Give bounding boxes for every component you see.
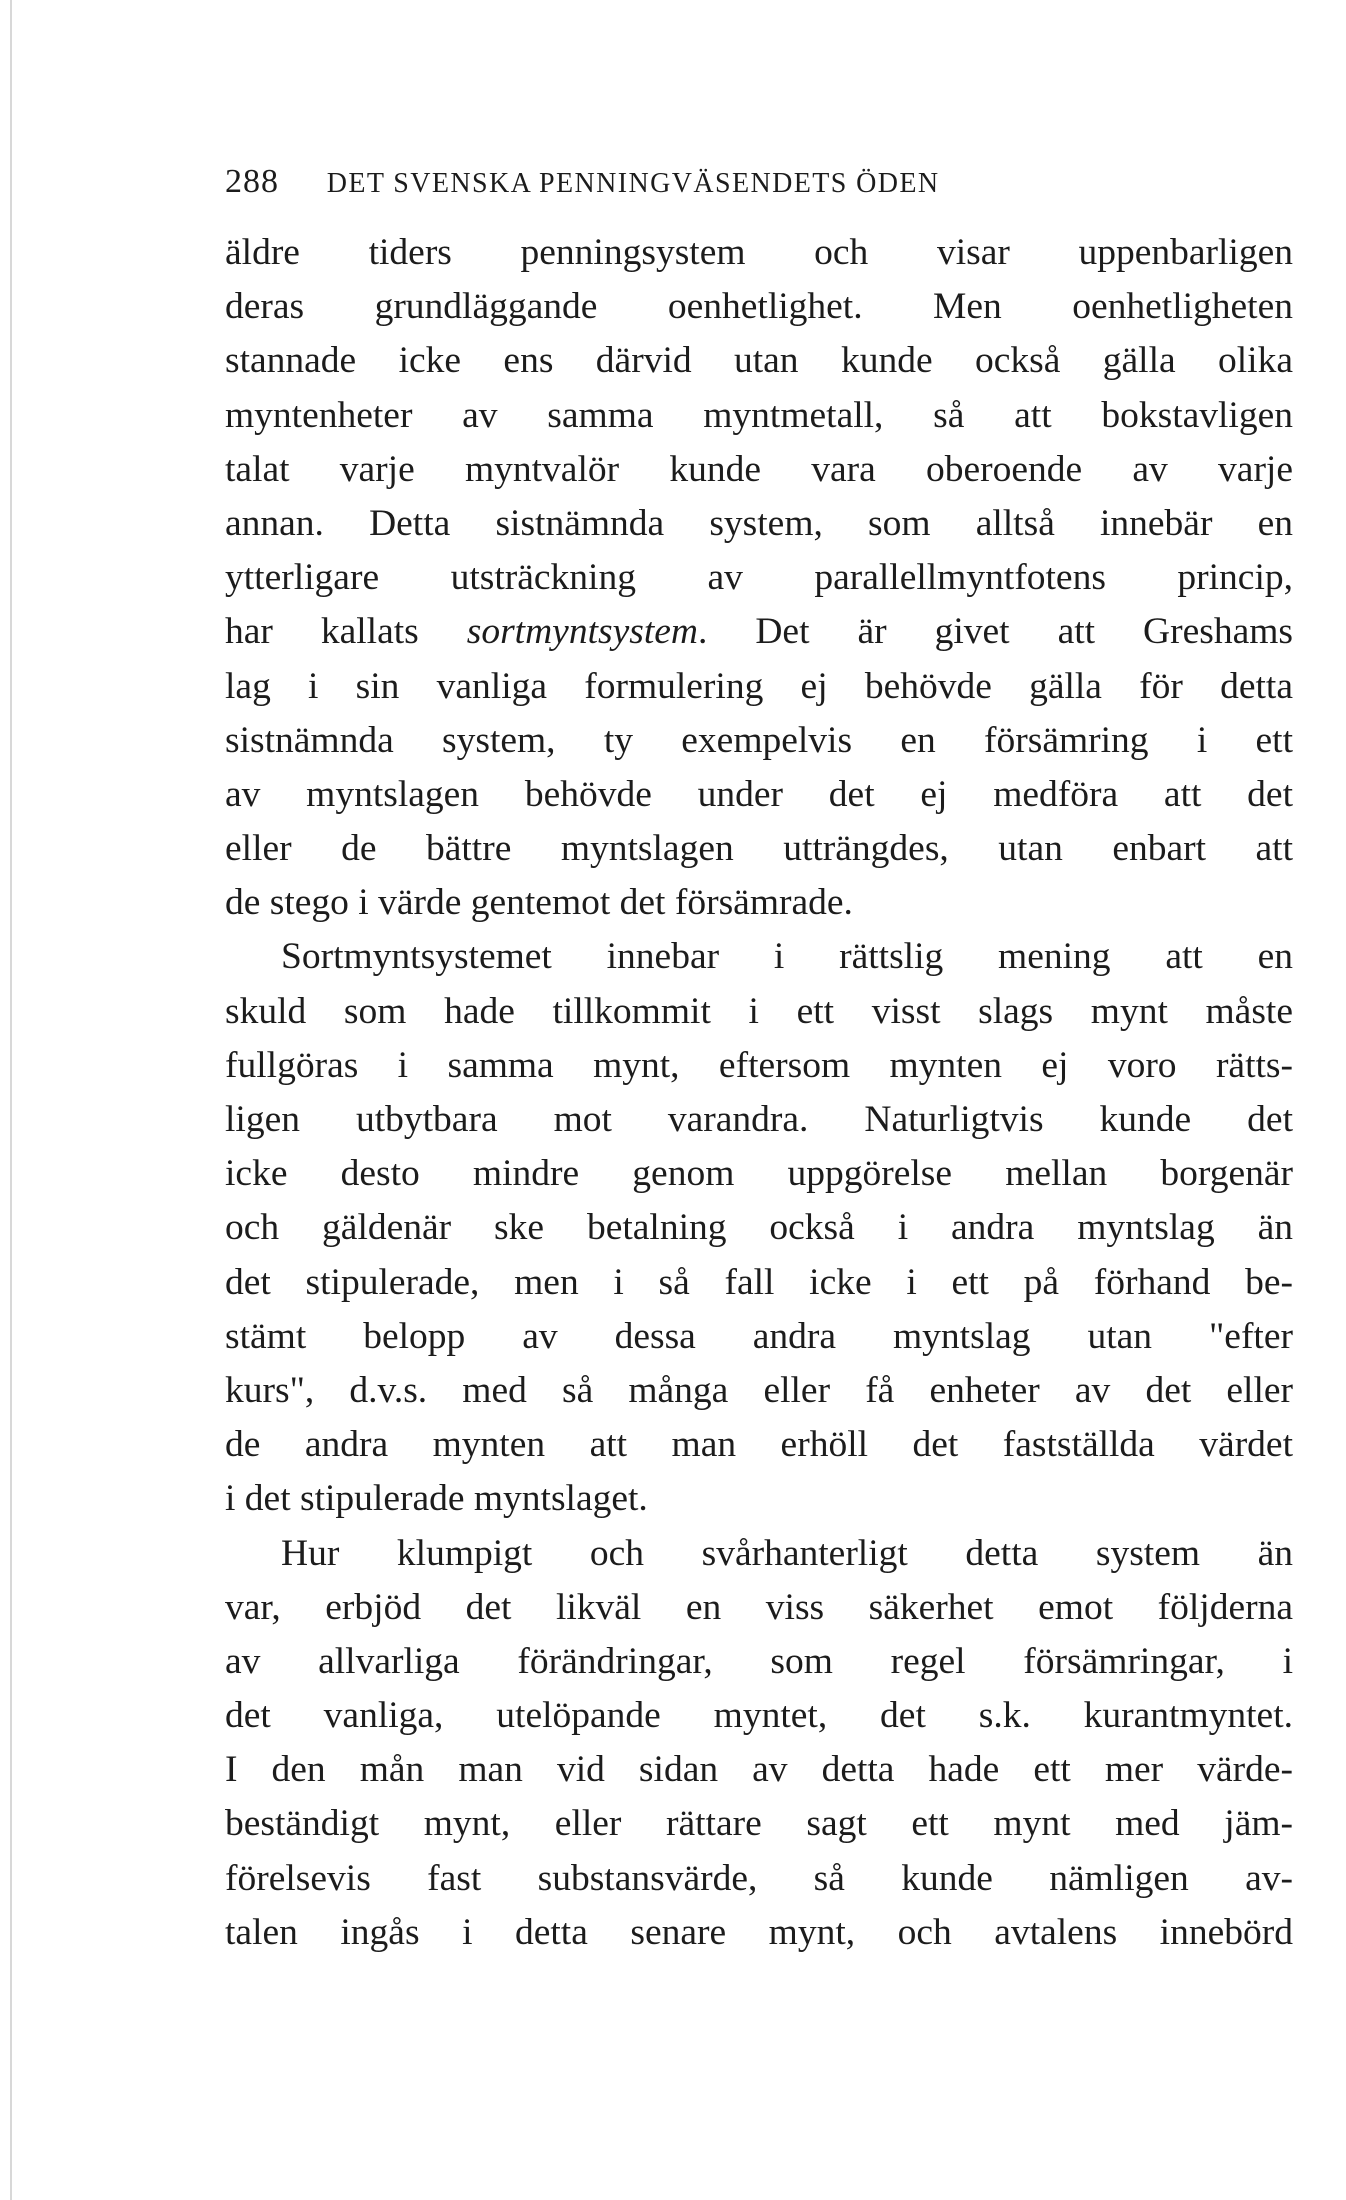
text-line xyxy=(225,1256,1293,1310)
text-line xyxy=(225,1147,1293,1201)
text-line xyxy=(225,930,1293,984)
text-line xyxy=(225,1201,1293,1255)
text-line xyxy=(225,1418,1293,1472)
line-text: de andra mynten att man erhöll det fastställda värdet xyxy=(225,1424,1293,1466)
line-text: myntenheter av samma myntmetall, så att bokstavligen xyxy=(225,394,1293,436)
line-text: äldre tiders penningsystem och visar uppenbarligen xyxy=(225,232,1293,273)
page-edge-divider xyxy=(10,0,12,2200)
text-line xyxy=(225,497,1293,551)
text-line xyxy=(225,1689,1293,1743)
page-number: 288 xyxy=(225,163,279,200)
text-line xyxy=(225,1039,1293,1093)
line-text: talat varje myntvalör kunde vara oberoende av varje xyxy=(225,448,1293,490)
running-title: DET SVENSKA PENNINGVÄSENDETS ÖDEN xyxy=(326,168,940,199)
line-text: i det stipulerade myntslaget. xyxy=(225,1478,648,1520)
line-text: stämt belopp av dessa andra myntslag utan "efter xyxy=(225,1315,1293,1357)
line-text: eller de bättre myntslagen utträngdes, utan enbart att xyxy=(225,828,1293,870)
text-line xyxy=(225,1310,1293,1364)
text-line xyxy=(225,714,1293,768)
line-text: av myntslagen behövde under det ej medföra att det xyxy=(225,773,1293,815)
text-line xyxy=(225,280,1293,334)
text-line xyxy=(225,1472,1293,1526)
text-line xyxy=(225,1581,1293,1635)
line-text: I den mån man vid sidan av detta hade ett mer värde- xyxy=(225,1749,1293,1791)
italic-term: sortmyntsystem xyxy=(466,611,698,653)
line-text: fullgöras i samma mynt, eftersom mynten ej voro rätts- xyxy=(225,1044,1293,1086)
line-text: ligen utbytbara mot varandra. Naturligtvis kunde det xyxy=(225,1099,1293,1140)
line-text: kurs", d.v.s. med så många eller få enheter av det eller xyxy=(225,1369,1293,1411)
line-text: beständigt mynt, eller rättare sagt ett mynt med jäm- xyxy=(225,1803,1293,1845)
text-line xyxy=(225,660,1293,714)
text-line xyxy=(225,334,1293,388)
text-line xyxy=(225,1527,1293,1581)
line-text: var, erbjöd det likväl en viss säkerhet emot följderna xyxy=(225,1586,1293,1628)
line-text: och gäldenär ske betalning också i andra myntslag än xyxy=(225,1207,1293,1249)
line-text: förelsevis fast substansvärde, så kunde nämligen av- xyxy=(225,1857,1293,1899)
line-text-continued: . Det är givet att Greshams xyxy=(697,611,1293,653)
text-line xyxy=(225,1635,1293,1689)
text-line xyxy=(225,1743,1293,1797)
line-text: skuld som hade tillkommit i ett visst slags mynt måste xyxy=(225,990,1293,1032)
line-text: det stipulerade, men i så fall icke i ett på förhand be- xyxy=(225,1261,1293,1303)
running-header xyxy=(225,160,1295,204)
line-text: det vanliga, utelöpande myntet, det s.k. kurantmyntet. xyxy=(225,1695,1293,1737)
text-line xyxy=(225,985,1293,1039)
text-line xyxy=(225,1364,1293,1418)
text-line xyxy=(225,822,1293,876)
text-line xyxy=(225,605,1293,659)
line-text: lag i sin vanliga formulering ej behövde gälla för detta xyxy=(225,665,1293,707)
line-text: av allvarliga förändringar, som regel försämringar, i xyxy=(225,1640,1293,1682)
line-text: Sortmyntsystemet innebar i rättslig mening att en xyxy=(281,936,1293,978)
line-text: annan. Detta sistnämnda system, som alltså innebär en xyxy=(225,502,1293,544)
text-line xyxy=(225,1093,1293,1147)
text-line xyxy=(225,1797,1293,1851)
text-line xyxy=(225,226,1293,280)
text-line xyxy=(225,1906,1293,1960)
line-text: deras grundläggande oenhetlighet. Men oenhetligheten xyxy=(225,286,1293,328)
line-text: sistnämnda system, ty exempelvis en försämring i ett xyxy=(225,719,1293,761)
text-line xyxy=(225,1852,1293,1906)
text-line xyxy=(225,768,1293,822)
text-line xyxy=(225,551,1293,605)
line-text: icke desto mindre genom uppgörelse mellan borgenär xyxy=(225,1153,1293,1195)
line-text: har kallats xyxy=(225,611,467,653)
line-text: ytterligare utsträckning av parallellmyntfotens princip, xyxy=(225,557,1293,599)
body-text xyxy=(225,226,1293,1960)
text-line xyxy=(225,443,1293,497)
line-text: de stego i värde gentemot det försämrade. xyxy=(225,882,853,924)
text-line xyxy=(225,389,1293,443)
line-text: talen ingås i detta senare mynt, och avtalens innebörd xyxy=(225,1911,1293,1953)
line-text: stannade icke ens därvid utan kunde också gälla olika xyxy=(225,340,1293,382)
text-line xyxy=(225,876,1293,930)
line-text: Hur klumpigt och svårhanterligt detta system än xyxy=(281,1532,1293,1574)
